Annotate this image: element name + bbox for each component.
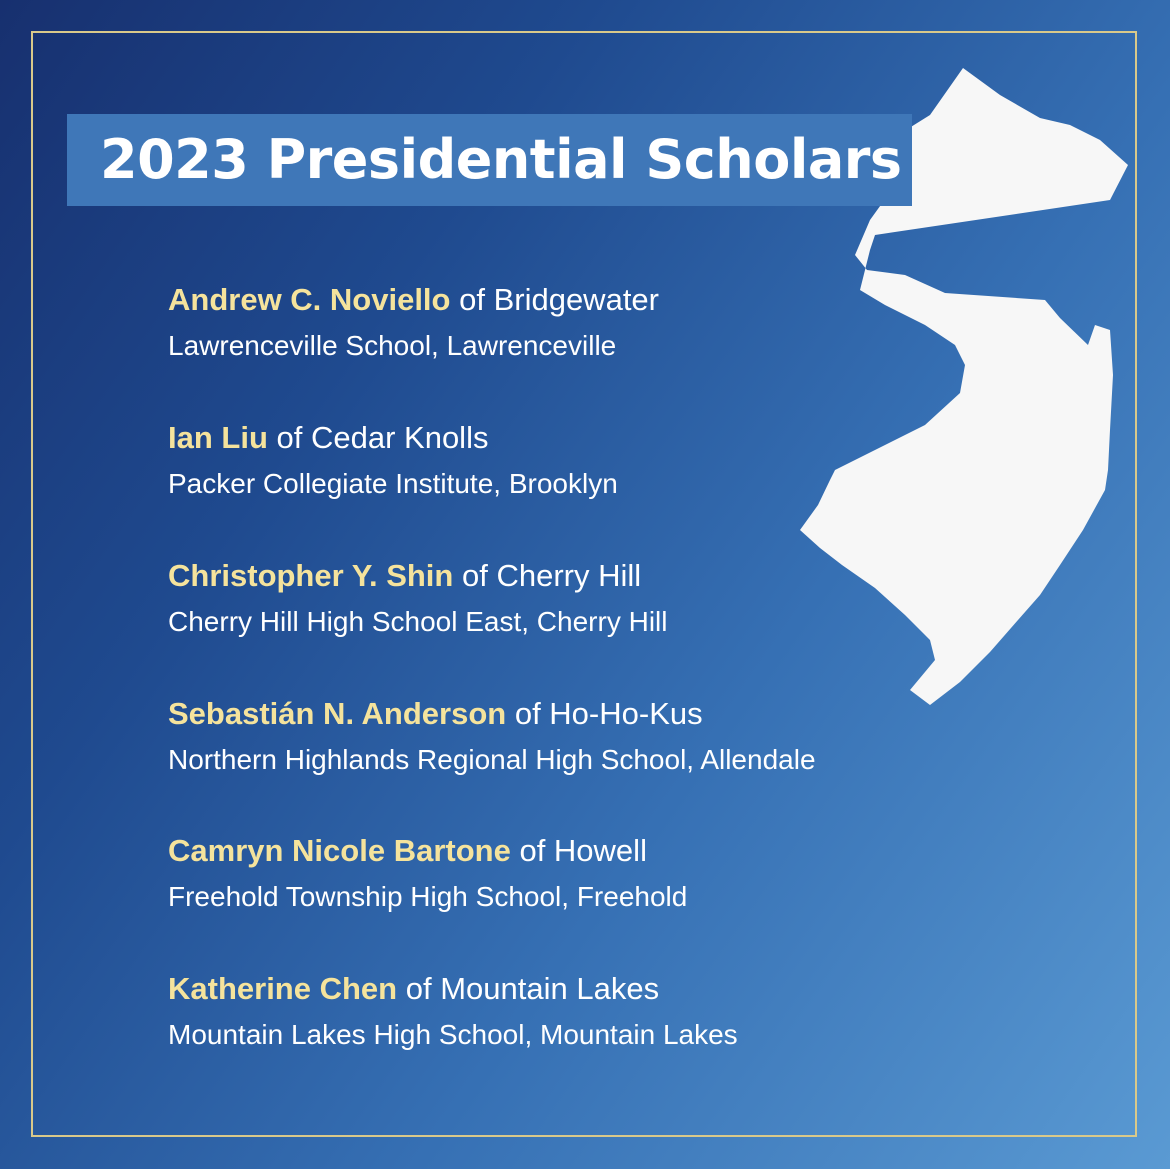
scholar-entry <box>168 280 659 364</box>
scholar-school: Mountain Lakes High School, Mountain Lakes <box>168 1019 738 1050</box>
scholar-name-line <box>168 969 738 1009</box>
page-title: 2023 Presidential Scholars <box>100 128 902 191</box>
scholar-hometown: of Bridgewater <box>459 282 659 317</box>
scholar-name: Sebastián N. Anderson <box>168 696 507 731</box>
scholar-hometown: of Cherry Hill <box>461 558 642 593</box>
scholar-school: Lawrenceville School, Lawrenceville <box>168 330 617 361</box>
scholar-name-line <box>168 556 667 596</box>
scholar-entry <box>168 556 667 640</box>
scholar-entry <box>168 418 618 502</box>
scholar-name: Christopher Y. Shin <box>168 558 454 593</box>
scholar-name-line <box>168 418 618 458</box>
scholar-hometown: of Howell <box>519 833 647 868</box>
scholar-entry <box>168 969 738 1053</box>
scholar-name: Ian Liu <box>168 420 268 455</box>
scholar-name: Camryn Nicole Bartone <box>168 833 511 868</box>
scholar-school: Freehold Township High School, Freehold <box>168 881 688 912</box>
scholar-school: Northern Highlands Regional High School, Allendale <box>168 744 816 775</box>
scholar-name: Katherine Chen <box>168 971 398 1006</box>
scholar-name-line <box>168 280 659 320</box>
scholar-school: Packer Collegiate Institute, Brooklyn <box>168 468 618 499</box>
scholar-name: Andrew C. Noviello <box>168 282 451 317</box>
scholar-hometown: of Cedar Knolls <box>276 420 489 455</box>
scholar-name-line <box>168 831 687 871</box>
scholar-hometown: of Mountain Lakes <box>405 971 660 1006</box>
scholar-hometown: of Ho-Ho-Kus <box>514 696 703 731</box>
scholar-school: Cherry Hill High School East, Cherry Hill <box>168 606 668 637</box>
scholar-name-line <box>168 694 816 734</box>
scholar-entry <box>168 694 816 778</box>
scholar-entry <box>168 831 687 915</box>
